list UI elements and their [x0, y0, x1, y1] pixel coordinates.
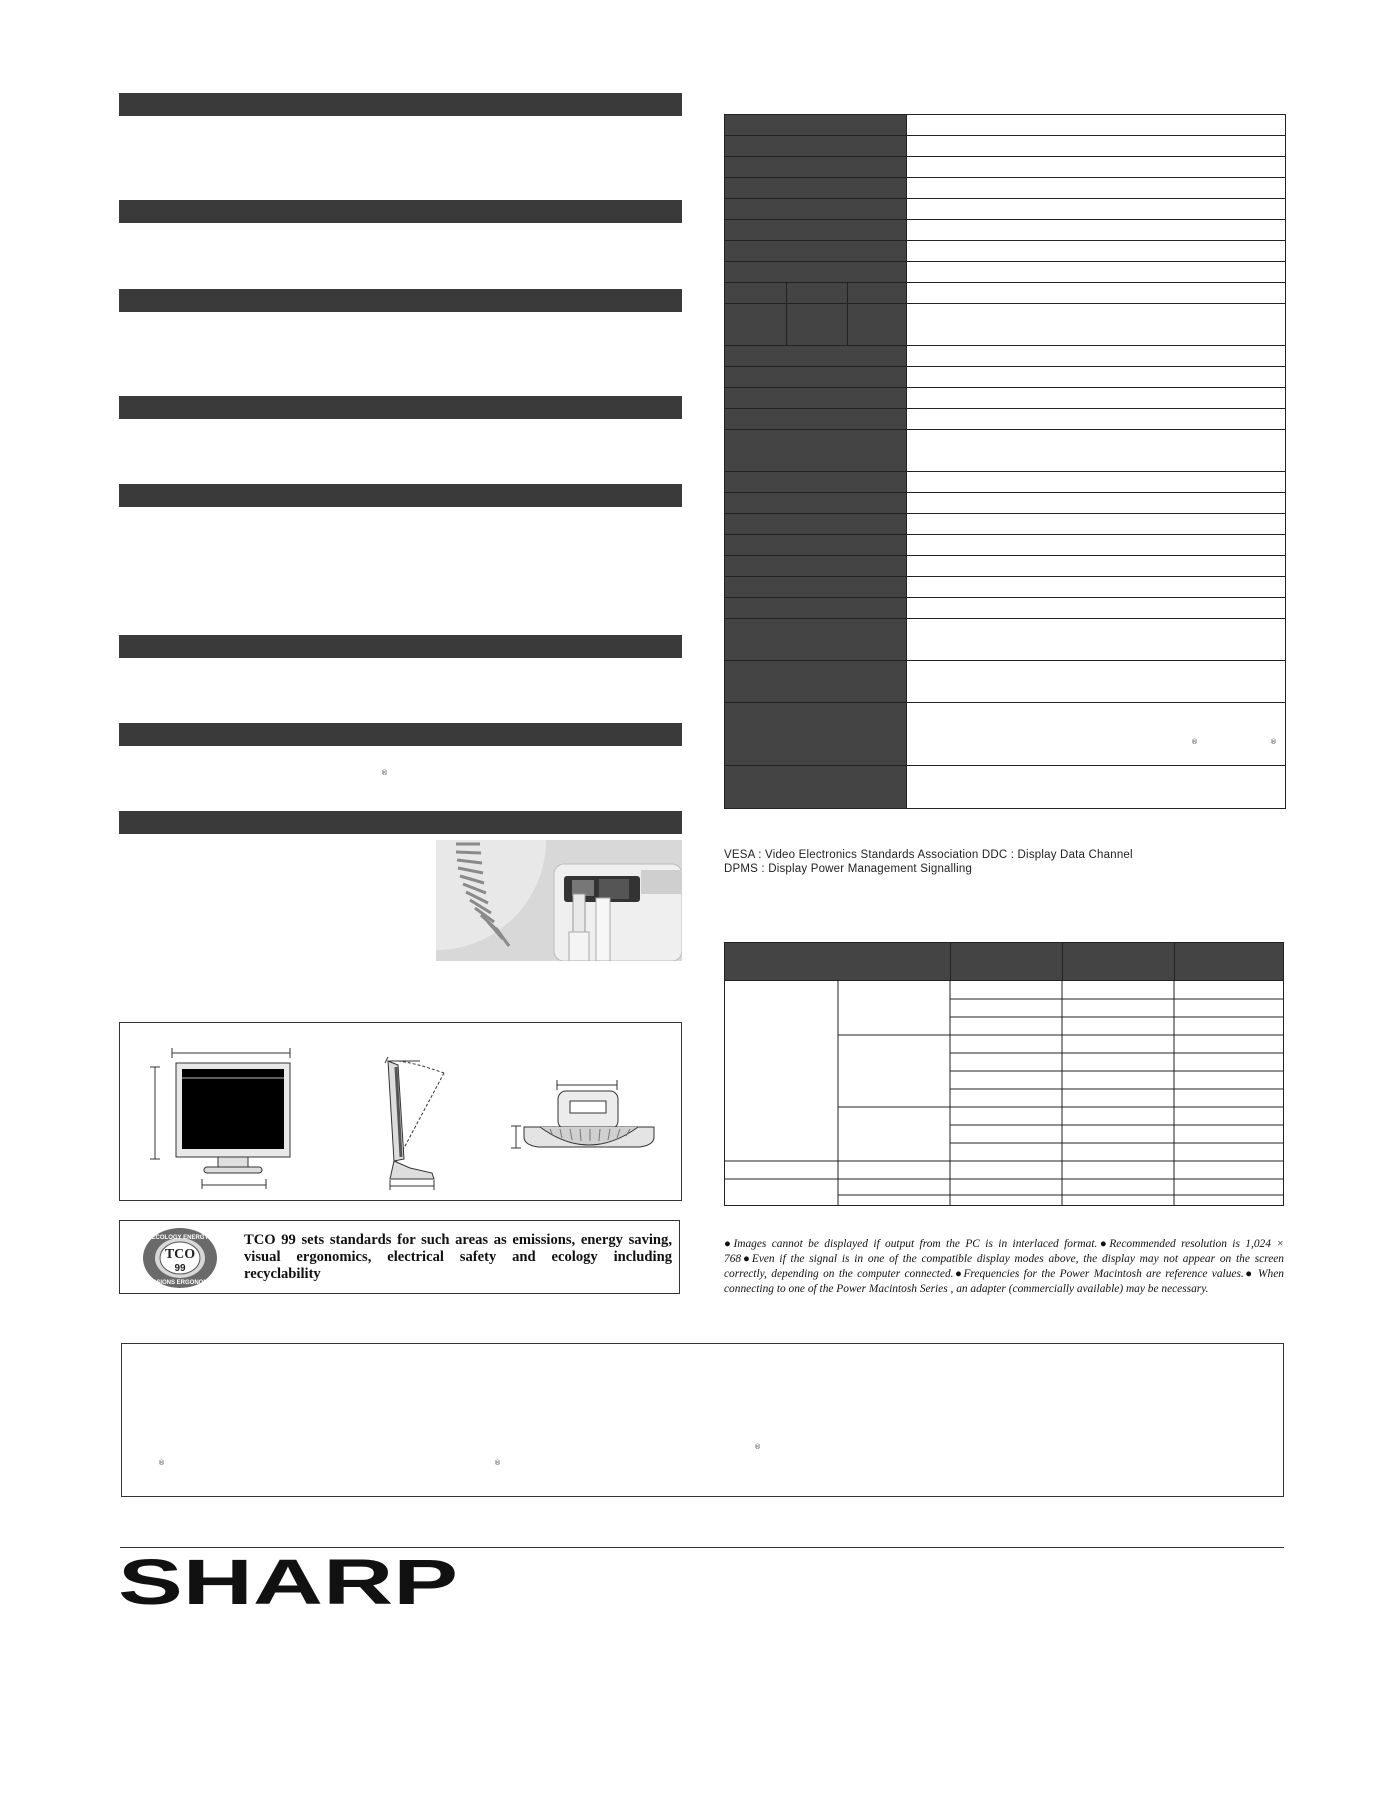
spec-value-cell [907, 262, 1285, 282]
notice-box [121, 1343, 1284, 1497]
spec-row [725, 535, 1285, 556]
spec-label-cell [725, 493, 907, 513]
registered-mark: ® [158, 1459, 165, 1467]
spec-value-cell [907, 703, 1285, 765]
section-header-bar [119, 635, 682, 658]
spec-sublabel-cell [848, 283, 907, 303]
spec-value-cell [907, 766, 1285, 808]
spec-row [725, 556, 1285, 577]
abbreviation-line-1: VESA : Video Electronics Standards Association DDC : Display Data Channel [724, 849, 1133, 861]
spec-sublabel-cell [787, 283, 848, 303]
spec-label-cell [725, 262, 907, 282]
spec-label-cell [725, 766, 907, 808]
bullet: ● [1097, 1238, 1110, 1250]
tco-seal-bottom-text: EMISSIONS ERGONOMICS [142, 1280, 218, 1286]
spec-row [725, 241, 1285, 262]
spec-label-cell [725, 409, 907, 429]
spec-value-cell [907, 199, 1285, 219]
spec-row [725, 661, 1285, 703]
section-header-bar [119, 811, 682, 834]
spec-row [725, 409, 1285, 430]
tco-99-box [119, 1220, 680, 1294]
registered-mark: ® [494, 1459, 501, 1467]
dimensions-diagrams [120, 1023, 681, 1200]
spec-row [725, 115, 1285, 136]
spec-row [725, 199, 1285, 220]
footer-divider [120, 1547, 1284, 1548]
spec-value-cell [907, 220, 1285, 240]
spec-sublabel-cell [787, 304, 848, 345]
spec-label-cell [725, 514, 907, 534]
section-header-bar [119, 93, 682, 116]
spec-row [725, 346, 1285, 367]
spec-sublabel-cell [725, 283, 787, 303]
compatibility-notes [724, 1237, 1284, 1297]
tco-seal-mark: TCO [164, 1247, 196, 1262]
spec-label-cell [725, 430, 907, 471]
spec-row [725, 619, 1285, 661]
note-display-correctness: Even if the signal is in one of the compatible display modes above, the display may not appear on the screen correctly, depending on the computer connected. [724, 1253, 1284, 1280]
spec-row [725, 178, 1285, 199]
spec-value-cell [907, 157, 1285, 177]
tco-seal-year: 99 [174, 1263, 186, 1274]
spec-value-cell [907, 283, 1285, 303]
spec-value-cell [907, 598, 1285, 618]
spec-label-cell [725, 703, 907, 765]
registered-mark: ® [381, 769, 388, 777]
spec-label-cell [725, 220, 907, 240]
spec-row [725, 388, 1285, 409]
spec-value-cell [907, 346, 1285, 366]
spec-label-cell [725, 577, 907, 597]
section-header-bar [119, 396, 682, 419]
spec-label-cell [725, 598, 907, 618]
bullet: ● [741, 1253, 752, 1265]
spec-sublabel-cell [725, 304, 787, 345]
spec-label-cell [725, 661, 907, 702]
bullet: ● [724, 1238, 734, 1250]
spec-label-cell [725, 178, 907, 198]
tco-99-description: TCO 99 sets standards for such areas as emissions, energy saving, visual ergonomics, electrical safety and ecology including recyclability [244, 1232, 672, 1282]
spec-label-cell [725, 136, 907, 156]
spec-value-cell [907, 577, 1285, 597]
spec-row [725, 766, 1285, 808]
spec-value-cell [907, 472, 1285, 492]
spec-row [725, 430, 1285, 472]
tco-seal-top-text: ECOLOGY ENERGY [151, 1235, 209, 1241]
section-header-bar [119, 289, 682, 312]
spec-row [725, 304, 1285, 346]
spec-row [725, 220, 1285, 241]
spec-label-cell [725, 388, 907, 408]
connector-photo-graphic [436, 840, 682, 961]
specification-table [724, 114, 1286, 809]
spec-value-cell [907, 661, 1285, 702]
header-cell [951, 943, 1063, 980]
dimensions-diagram-frame [119, 1022, 682, 1201]
spec-value-cell [907, 136, 1285, 156]
note-interlaced: Images cannot be displayed if output from the PC is in interlaced format. [733, 1238, 1098, 1250]
note-recommended-resolution-cont: 768 [724, 1253, 742, 1265]
spec-label-cell [725, 304, 907, 345]
spec-label-cell [725, 367, 907, 387]
registered-mark: ® [754, 1443, 761, 1451]
spec-label-cell [725, 346, 907, 366]
note-mac-frequencies: Frequencies for the Power Macintosh are reference values. [963, 1268, 1244, 1280]
note-mac-adapter: When connecting to one of the Power Macintosh Series , an adapter (commercially available) may be necessary. [724, 1268, 1284, 1295]
spec-row [725, 157, 1285, 178]
spec-row [725, 493, 1285, 514]
header-cell [725, 943, 951, 980]
spec-row [725, 262, 1285, 283]
registered-mark: ® [1191, 738, 1198, 746]
spec-label-cell [725, 283, 907, 303]
spec-value-cell [907, 304, 1285, 345]
spec-value-cell [907, 409, 1285, 429]
spec-value-cell [907, 493, 1285, 513]
spec-value-cell [907, 514, 1285, 534]
spec-row [725, 472, 1285, 493]
header-cell [1175, 943, 1283, 980]
compatibility-table-body [725, 981, 1283, 1205]
spec-row [725, 514, 1285, 535]
spec-value-cell [907, 178, 1285, 198]
section-header-bar [119, 200, 682, 223]
spec-sublabel-cell [848, 304, 907, 345]
sharp-logo [118, 1558, 462, 1608]
spec-label-cell [725, 535, 907, 555]
section-header-bar [119, 484, 682, 507]
spec-value-cell [907, 535, 1285, 555]
spec-value-cell [907, 556, 1285, 576]
spec-label-cell [725, 472, 907, 492]
spec-value-cell [907, 241, 1285, 261]
registered-mark: ® [1270, 738, 1277, 746]
spec-row [725, 283, 1285, 304]
spec-row [725, 577, 1285, 598]
sharp-logo-text: SHARP [118, 1558, 458, 1608]
spec-label-cell [725, 619, 907, 660]
section-header-bar [119, 723, 682, 746]
compatibility-table-header [725, 943, 1283, 981]
spec-value-cell [907, 388, 1285, 408]
spec-value-cell [907, 115, 1285, 135]
spec-row [725, 703, 1285, 766]
bullet: ● [1243, 1268, 1254, 1280]
spec-label-cell [725, 115, 907, 135]
tco-99-seal-icon [142, 1227, 218, 1289]
spec-label-cell [725, 199, 907, 219]
bullet: ● [953, 1268, 964, 1280]
spec-label-cell [725, 241, 907, 261]
spec-row [725, 367, 1285, 388]
spec-value-cell [907, 430, 1285, 471]
abbreviation-line-2: DPMS : Display Power Management Signalling [724, 863, 973, 875]
spec-label-cell [725, 157, 907, 177]
note-recommended-resolution: Recommended resolution is 1,024 × [1109, 1238, 1284, 1250]
spec-label-cell [725, 556, 907, 576]
spec-row [725, 598, 1285, 619]
compatibility-table [724, 942, 1284, 1206]
spec-value-cell [907, 619, 1285, 660]
spec-row [725, 136, 1285, 157]
header-cell [1063, 943, 1175, 980]
connector-photo [436, 840, 682, 961]
spec-value-cell [907, 367, 1285, 387]
